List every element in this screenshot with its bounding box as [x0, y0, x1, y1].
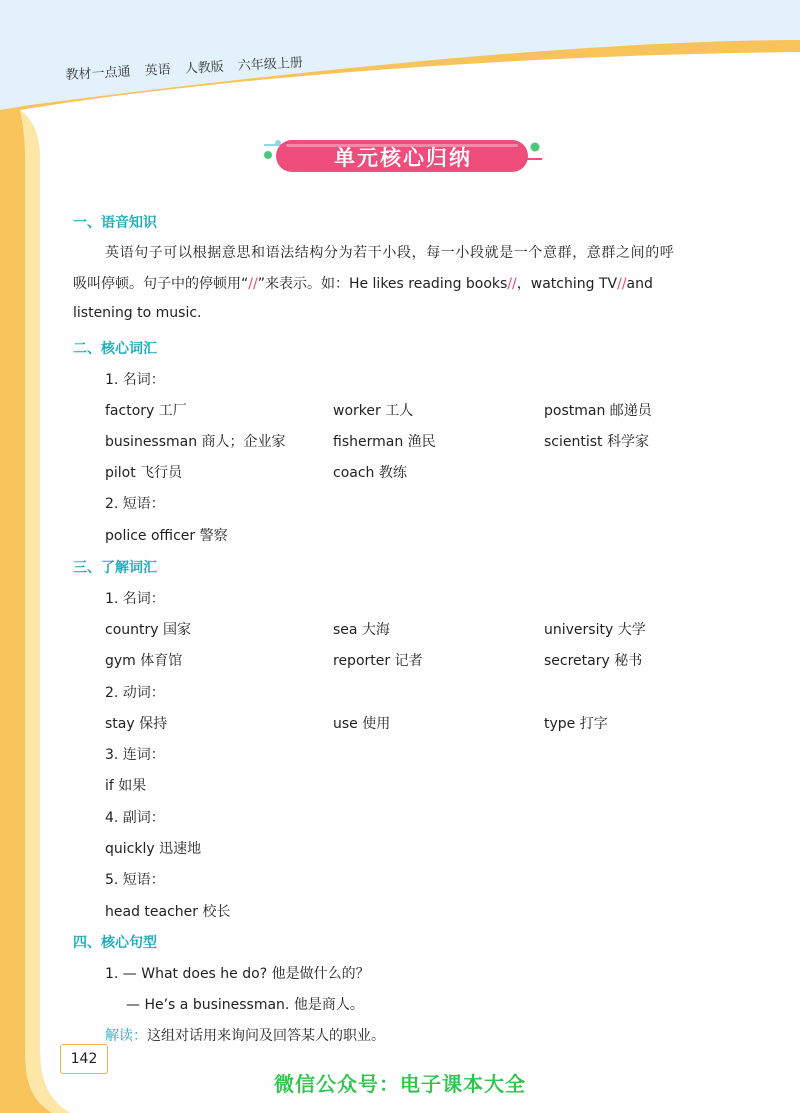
- phonetics-line-2: [73, 273, 653, 293]
- title-banner: [258, 134, 548, 180]
- page-number: 142: [60, 1044, 108, 1074]
- vocab-item: sea 大海: [333, 622, 390, 638]
- header-grade: 六年级上册: [237, 55, 304, 74]
- vocab-item: gym 体育馆: [105, 653, 183, 669]
- extra-adv-label: 4. 副词：: [105, 810, 165, 826]
- section-core-vocab-heading: 二、核心词汇: [73, 341, 157, 357]
- explanation-label: 解读：: [105, 1028, 147, 1044]
- explanation-text: 这组对话用来询问及回答某人的职业。: [147, 1028, 385, 1044]
- vocab-item: stay 保持: [105, 716, 168, 732]
- line2-part-a: 吸叫停顿。句子中的停顿用“: [73, 276, 249, 292]
- vocab-item: secretary 秘书: [544, 653, 643, 669]
- vocab-item: use 使用: [333, 716, 391, 732]
- header-book: 教材一点通: [65, 64, 131, 83]
- line2-part-b: ”来表示。如：He likes reading books: [257, 276, 508, 292]
- core-nouns-label: 1. 名词：: [105, 372, 165, 388]
- vocab-item: reporter 记者: [333, 653, 423, 669]
- section-sentences-heading: 四、核心句型: [73, 935, 157, 951]
- vocab-item: coach 教练: [333, 465, 407, 481]
- section-extra-vocab-heading: 三、了解词汇: [73, 560, 157, 576]
- section-phonetics-heading: 一、语音知识: [73, 215, 157, 231]
- extra-verbs-label: 2. 动词：: [105, 685, 165, 701]
- vocab-item: fisherman 渔民: [333, 434, 436, 450]
- vocab-item: postman 邮递员: [544, 403, 652, 419]
- core-phrases-label: 2. 短语：: [105, 496, 165, 512]
- vocab-item: quickly 迅速地: [105, 841, 202, 857]
- vocab-item: scientist 科学家: [544, 434, 649, 450]
- vocab-item: police officer 警察: [105, 528, 228, 544]
- pause-mark: //: [248, 276, 258, 292]
- sentence-answer: — He’s a businessman. 他是商人。: [126, 997, 364, 1013]
- explanation: [105, 1025, 385, 1045]
- phonetics-line-1: 英语句子可以根据意思和语法结构分为若干小段，每一小段就是一个意群，意群之间的呼: [105, 245, 675, 261]
- extra-nouns-label: 1. 名词：: [105, 591, 165, 607]
- vocab-item: factory 工厂: [105, 403, 187, 419]
- vocab-item: pilot 飞行员: [105, 465, 183, 481]
- extra-phrases-label: 5. 短语：: [105, 872, 165, 888]
- vocab-item: type 打字: [544, 716, 608, 732]
- watermark: 微信公众号：电子课本大全: [274, 1072, 526, 1096]
- phonetics-line-3: listening to music.: [73, 305, 202, 321]
- vocab-item: worker 工人: [333, 403, 414, 419]
- page-title: 单元核心归纳: [334, 146, 472, 170]
- vocab-item: businessman 商人；企业家: [105, 434, 286, 450]
- vocab-item: head teacher 校长: [105, 904, 231, 920]
- extra-conj-label: 3. 连词：: [105, 747, 165, 763]
- vocab-item: university 大学: [544, 622, 646, 638]
- pause-mark: //: [617, 276, 627, 292]
- vocab-item: if 如果: [105, 778, 147, 794]
- header-edition: 人教版: [184, 59, 225, 77]
- vocab-item: country 国家: [105, 622, 191, 638]
- sentence-question: 1. — What does he do? 他是做什么的？: [105, 966, 370, 982]
- pause-mark: //: [507, 276, 517, 292]
- header-subject: 英语: [144, 62, 172, 79]
- line2-part-d: and: [626, 276, 653, 292]
- line2-part-c: ，watching TV: [516, 276, 618, 292]
